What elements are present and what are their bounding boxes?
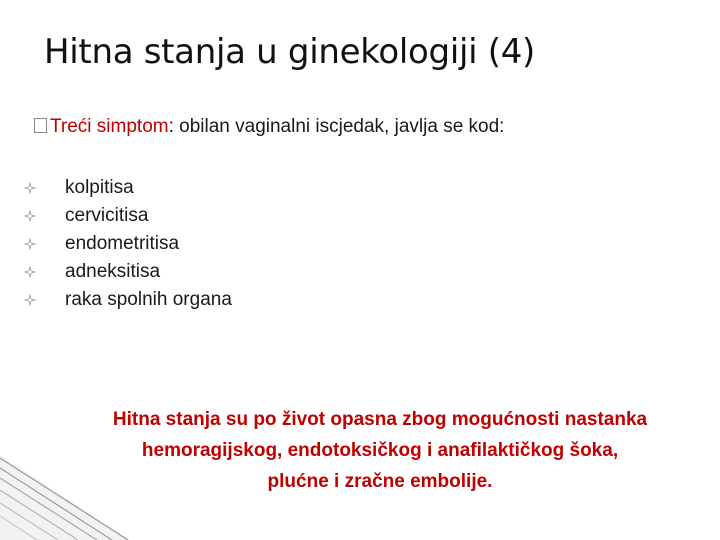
warning-note-line: hemoragijskog, endotoksičkog i anafilaktičkog šoka, [141, 440, 619, 461]
slide-title: Hitna stanja u ginekologiji (4) [44, 32, 536, 72]
diamond-bullet-icon [24, 210, 36, 222]
diamond-bullet-icon [24, 182, 36, 194]
list-item-label: endometritisa [65, 233, 180, 254]
list-item [24, 258, 232, 286]
diamond-bullet-icon [24, 294, 36, 306]
lead-paragraph [34, 114, 504, 140]
warning-note-line: plućne i zračne embolije. [267, 471, 493, 492]
list-item-label: raka spolnih organa [65, 289, 232, 310]
lead-text: : obilan vaginalni iscjedak, javlja se kod: [168, 116, 505, 137]
list-item [24, 286, 232, 314]
symptom-list [24, 174, 232, 314]
diamond-bullet-icon [24, 238, 36, 250]
list-item [24, 202, 232, 230]
list-item [24, 230, 232, 258]
list-item [24, 174, 232, 202]
warning-note [60, 404, 700, 497]
checkbox-bullet-icon [34, 118, 47, 133]
lead-highlight: Treći simptom [50, 116, 169, 137]
warning-note-line: Hitna stanja su po život opasna zbog mogućnosti nastanka [112, 409, 648, 430]
list-item-label: cervicitisa [65, 205, 149, 226]
list-item-label: kolpitisa [65, 177, 134, 198]
diamond-bullet-icon [24, 266, 36, 278]
list-item-label: adneksitisa [65, 261, 161, 282]
